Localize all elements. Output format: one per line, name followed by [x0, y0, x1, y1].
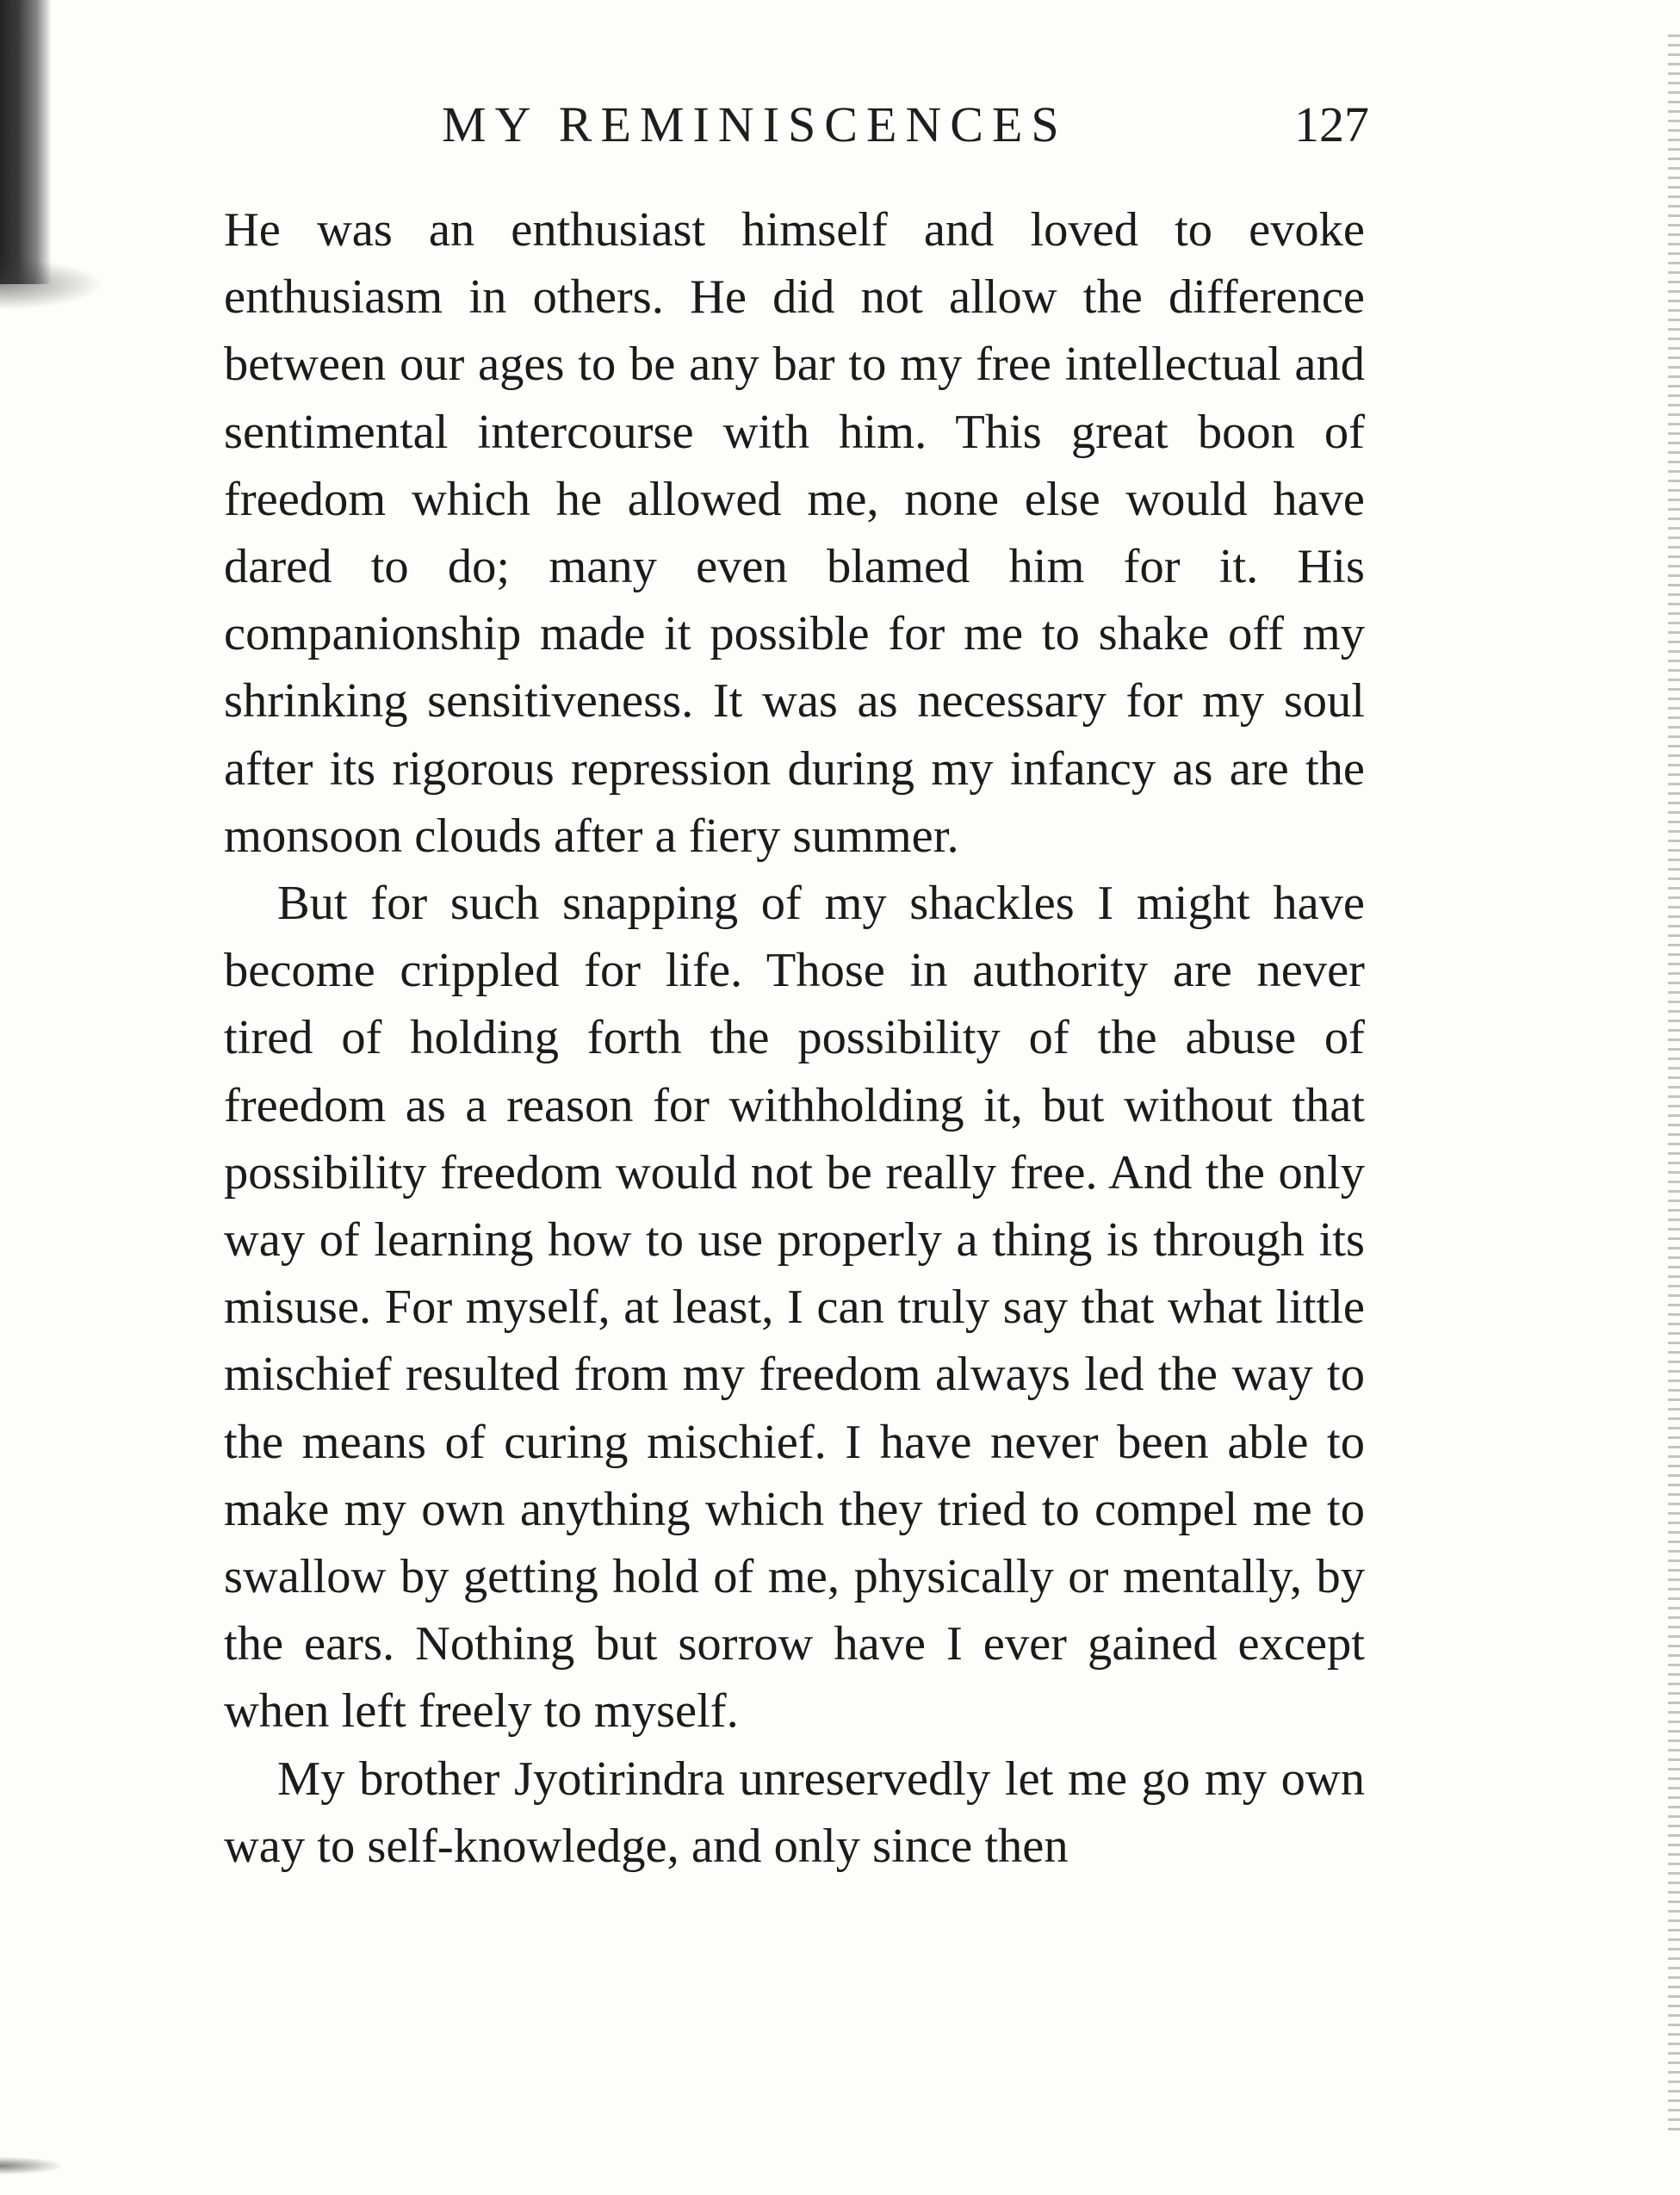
page-edge [1668, 34, 1680, 2136]
paragraph-3: My brother Jyotirindra unreservedly let me go my own way to self-knowledge, and only since then [224, 1752, 1365, 1873]
running-head [215, 86, 1369, 164]
binding-shadow [0, 0, 52, 284]
paragraph-2: But for such snapping of my shackles I might have become crippled for life. Those in authority are never tired of holding forth the possibility of the abuse of freedom as a reason for withholding it, but without that possibility freedom would not be really free. And the only way of learning how to use properly a thing is through its misuse. For myself, at least, I can truly say that what little mischief resulted from my freedom always led the way to the means of curing mischief. I have never been able to make my own anything which they tried to compel me to swallow by getting hold of me, physically or mentally, by the ears. Nothing but sorrow have I ever gained except when left freely to myself. [224, 877, 1365, 1739]
body-text [224, 196, 1365, 1880]
scan-smudge [0, 2157, 60, 2174]
running-title: MY REMINISCENCES [442, 96, 1068, 152]
page-number: 127 [1294, 96, 1369, 152]
binding-shadow-tail [0, 258, 103, 310]
paragraph-1: He was an enthusiast himself and loved to evoke enthusiasm in others. He did not allow the difference between our ages to be any bar to my free intellectual and sentimental intercourse with him. This great boon of freedom which he allowed me, none else would have dared to do; many even blamed him for it. His companionship made it possible for me to shake off my shrinking sensitiveness. It was as necessary for my soul after its rigorous repression during my infancy as are the monsoon clouds after a fiery summer. [224, 203, 1365, 863]
